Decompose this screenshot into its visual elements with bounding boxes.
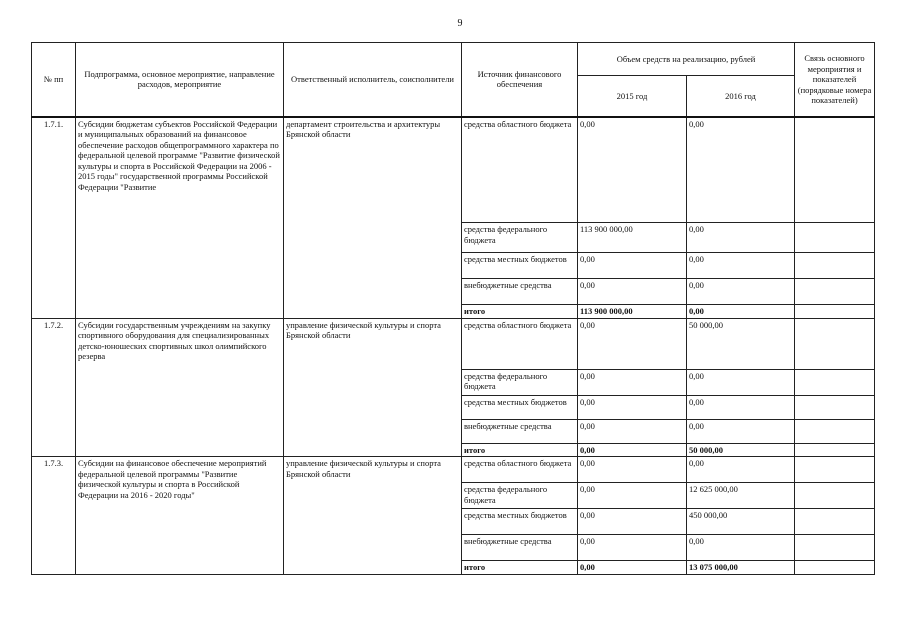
value-2016: 0,00	[687, 395, 795, 419]
source-cell: внебюджетные средства	[462, 279, 578, 305]
source-cell: средства местных бюджетов	[462, 253, 578, 279]
value-2015: 0,00	[578, 535, 687, 561]
value-2016: 0,00	[687, 369, 795, 395]
group-number: 1.7.3.	[32, 457, 76, 575]
value-2016: 0,00	[687, 223, 795, 253]
value-2015: 0,00	[578, 253, 687, 279]
value-2015: 0,00	[578, 395, 687, 419]
header-number: № пп	[32, 43, 76, 117]
source-cell: средства областного бюджета	[462, 457, 578, 483]
header-volume: Объем средств на реализацию, рублей	[578, 43, 795, 76]
link-cell	[795, 305, 875, 319]
source-cell: средства областного бюджета	[462, 117, 578, 223]
total-2015: 0,00	[578, 443, 687, 457]
link-cell	[795, 483, 875, 509]
source-cell: средства федерального бюджета	[462, 223, 578, 253]
header-executor: Ответственный исполнитель, соисполнители	[284, 43, 462, 117]
source-cell: средства федерального бюджета	[462, 483, 578, 509]
link-cell	[795, 395, 875, 419]
value-2015: 0,00	[578, 117, 687, 223]
link-cell	[795, 509, 875, 535]
value-2016: 0,00	[687, 253, 795, 279]
source-cell: внебюджетные средства	[462, 419, 578, 443]
value-2015: 0,00	[578, 318, 687, 369]
value-2015: 0,00	[578, 369, 687, 395]
group-description: Субсидии бюджетам субъектов Российской Федерации и муниципальных образований на финансовое обеспечение расходов общепрограммного характера по федеральной целевой программе "Развитие физической культуры и спорта в Российской Федерации на 2006 - 2015 годы" государственной программы Российской Федерации "Развитие	[76, 117, 284, 319]
group-number: 1.7.1.	[32, 117, 76, 319]
group-executor: управление физической культуры и спорта Брянской области	[284, 318, 462, 457]
link-cell	[795, 318, 875, 369]
value-2015: 0,00	[578, 279, 687, 305]
value-2016: 12 625 000,00	[687, 483, 795, 509]
value-2016: 450 000,00	[687, 509, 795, 535]
value-2016: 50 000,00	[687, 318, 795, 369]
value-2016: 0,00	[687, 535, 795, 561]
header-2015: 2015 год	[578, 76, 687, 117]
group-description: Субсидии государственным учреждениям на закупку спортивного оборудования для специализированных детско-юношеских спортивных школ олимпийского резерва	[76, 318, 284, 457]
budget-table	[31, 42, 875, 575]
link-cell	[795, 419, 875, 443]
header-2016: 2016 год	[687, 76, 795, 117]
group-executor: департамент строительства и архитектуры Брянской области	[284, 117, 462, 319]
value-2016: 0,00	[687, 279, 795, 305]
link-cell	[795, 561, 875, 575]
source-cell: средства областного бюджета	[462, 318, 578, 369]
value-2016: 0,00	[687, 457, 795, 483]
total-label: итого	[462, 305, 578, 319]
link-cell	[795, 535, 875, 561]
header-program: Подпрограмма, основное мероприятие, направление расходов, мероприятие	[76, 43, 284, 117]
value-2016: 0,00	[687, 419, 795, 443]
total-label: итого	[462, 561, 578, 575]
link-cell	[795, 223, 875, 253]
source-cell: средства федерального бюджета	[462, 369, 578, 395]
source-cell: средства местных бюджетов	[462, 509, 578, 535]
source-cell: средства местных бюджетов	[462, 395, 578, 419]
link-cell	[795, 369, 875, 395]
link-cell	[795, 443, 875, 457]
total-2016: 50 000,00	[687, 443, 795, 457]
group-executor: управление физической культуры и спорта Брянской области	[284, 457, 462, 575]
header-source: Источник финансового обеспечения	[462, 43, 578, 117]
value-2015: 0,00	[578, 419, 687, 443]
source-cell: внебюджетные средства	[462, 535, 578, 561]
total-2016: 13 075 000,00	[687, 561, 795, 575]
header-link: Связь основного мероприятия и показателей (порядковые номера показателей)	[795, 43, 875, 117]
value-2015: 113 900 000,00	[578, 223, 687, 253]
group-description: Субсидии на финансовое обеспечение мероприятий федеральной целевой программы "Развитие физической культуры и спорта в Российской Федерации на 2016 - 2020 годы"	[76, 457, 284, 575]
value-2015: 0,00	[578, 457, 687, 483]
link-cell	[795, 253, 875, 279]
link-cell	[795, 457, 875, 483]
total-2016: 0,00	[687, 305, 795, 319]
total-2015: 0,00	[578, 561, 687, 575]
total-label: итого	[462, 443, 578, 457]
link-cell	[795, 117, 875, 223]
value-2015: 0,00	[578, 509, 687, 535]
group-number: 1.7.2.	[32, 318, 76, 457]
value-2016: 0,00	[687, 117, 795, 223]
link-cell	[795, 279, 875, 305]
total-2015: 113 900 000,00	[578, 305, 687, 319]
value-2015: 0,00	[578, 483, 687, 509]
page-number: 9	[457, 18, 463, 29]
